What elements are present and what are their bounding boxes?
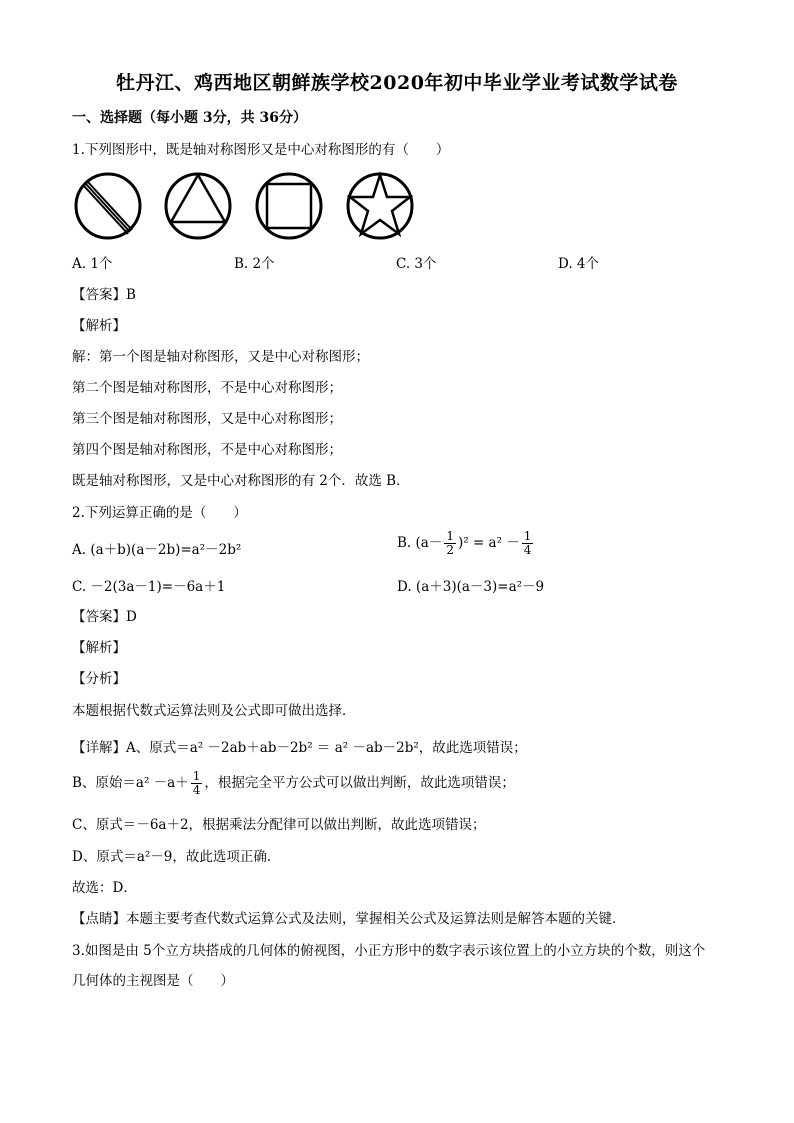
q2-option-b-prefix: B. (a－ bbox=[397, 535, 443, 551]
q2-option-d: D. (a＋3)(a－3)=a²－9 bbox=[397, 579, 545, 595]
fraction-denominator: 2 bbox=[446, 543, 454, 557]
page-title: 牡丹江、鸡西地区朝鲜族学校2020年初中毕业学业考试数学试卷 bbox=[116, 72, 678, 94]
q1-option-c: C. 3个 bbox=[396, 256, 437, 272]
fraction bbox=[444, 530, 456, 557]
fraction-denominator: 4 bbox=[192, 783, 201, 797]
question-3-stem-line1: 3.如图是由 5个立方块搭成的几何体的俯视图，小正方形中的数字表示该位置上的小立方块的个数，则这个 bbox=[72, 943, 706, 959]
q2-option-c: C. －2(3a－1)=－6a＋1 bbox=[72, 579, 226, 595]
question-1-figures bbox=[70, 168, 420, 244]
circle-square-figure bbox=[257, 174, 321, 238]
q1-analysis-line: 既是轴对称图形，又是中心对称图形的有 2个．故选 B． bbox=[72, 473, 410, 489]
q2-detail-c: C、原式＝－6a＋2，根据乘法分配律可以做出判断，故此选项错误； bbox=[72, 817, 486, 833]
q2-detail-b bbox=[72, 770, 515, 797]
question-2-stem: 2.下列运算正确的是（ ） bbox=[72, 505, 247, 521]
fraction-denominator: 4 bbox=[523, 543, 532, 557]
q2-choose: 故选：D． bbox=[72, 880, 137, 896]
fraction-numerator: 1 bbox=[192, 769, 201, 783]
circle-triangle-figure bbox=[166, 174, 230, 238]
circle-slash-figure bbox=[76, 174, 140, 238]
fraction-numerator: 1 bbox=[446, 529, 454, 543]
q2-option-b bbox=[397, 530, 535, 557]
section-heading: 一、选择题（每小题 3分，共 36分） bbox=[72, 110, 307, 126]
q2-detail-b-suffix: ，根据完全平方公式可以做出判断，故此选项错误； bbox=[204, 775, 515, 791]
q1-analysis-line: 第二个图是轴对称图形，不是中心对称图形； bbox=[72, 380, 342, 396]
q2-option-a: A. (a＋b)(a－2b)=a²－2b² bbox=[72, 542, 242, 558]
circle-star-figure bbox=[348, 174, 412, 238]
q1-option-d: D. 4个 bbox=[558, 256, 600, 272]
question-1-stem: 1.下列图形中，既是轴对称图形又是中心对称图形的有（ ） bbox=[72, 142, 450, 158]
q1-analysis-label: 【解析】 bbox=[72, 318, 126, 334]
fraction-numerator: 1 bbox=[523, 529, 532, 543]
q2-fenxi-label: 【分析】 bbox=[72, 671, 126, 687]
q1-option-b: B. 2个 bbox=[234, 256, 275, 272]
fraction bbox=[522, 530, 534, 557]
q2-detail-d: D、原式＝a²－9，故此选项正确． bbox=[72, 849, 281, 865]
q1-answer: 【答案】B bbox=[72, 287, 136, 303]
fraction bbox=[191, 770, 203, 797]
q2-comment: 【点睛】本题主要考查代数式运算公式及法则，掌握相关公式及运算法则是解答本题的关键． bbox=[72, 911, 626, 927]
q2-detail-b-prefix: B、原始＝a² －a＋ bbox=[72, 775, 189, 791]
q1-analysis-line: 解：第一个图是轴对称图形，又是中心对称图形； bbox=[72, 349, 369, 365]
q1-analysis-line: 第三个图是轴对称图形，又是中心对称图形； bbox=[72, 411, 342, 427]
q2-option-b-mid: )² = a² － bbox=[457, 535, 520, 551]
q2-analysis-label: 【解析】 bbox=[72, 640, 126, 656]
q2-detail-a: 【详解】A、原式＝a² －2ab＋ab－2b² ＝ a² －ab－2b²，故此选项错误； bbox=[72, 740, 527, 756]
question-3-stem-line2: 几何体的主视图是（ ） bbox=[72, 973, 234, 989]
q1-analysis-line: 第四个图是轴对称图形，不是中心对称图形； bbox=[72, 442, 342, 458]
q2-fenxi-text: 本题根据代数式运算法则及公式即可做出选择． bbox=[72, 703, 356, 719]
q2-answer: 【答案】D bbox=[72, 609, 137, 625]
q1-option-a: A. 1个 bbox=[72, 256, 113, 272]
